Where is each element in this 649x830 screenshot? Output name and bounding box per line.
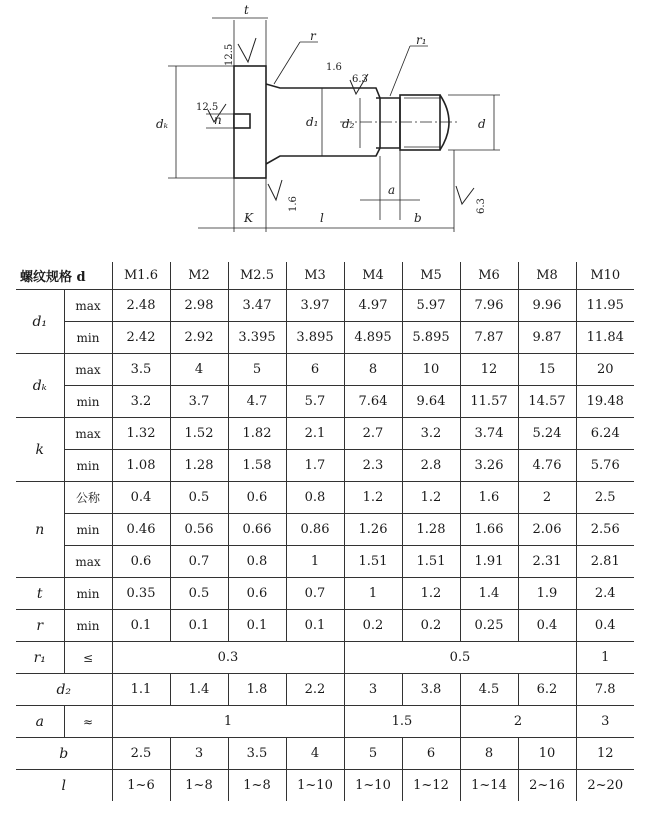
- value-cell: 2.48: [112, 290, 170, 322]
- value-cell: 0.8: [286, 482, 344, 514]
- value-cell: 3.2: [402, 418, 460, 450]
- value-cell: 5.76: [576, 450, 634, 482]
- param-label: d₂: [16, 674, 112, 706]
- value-cell: 1.58: [228, 450, 286, 482]
- value-cell: 2.5: [112, 738, 170, 770]
- value-cell: 2.42: [112, 322, 170, 354]
- value-cell: 5.24: [518, 418, 576, 450]
- value-cell: 10: [518, 738, 576, 770]
- value-cell: 0.8: [228, 546, 286, 578]
- screw-drawing: [0, 0, 649, 262]
- value-cell: 0.7: [170, 546, 228, 578]
- value-cell: 2~20: [576, 770, 634, 802]
- value-cell: 0.1: [228, 610, 286, 642]
- value-cell: 3.5: [228, 738, 286, 770]
- value-cell: 0.1: [170, 610, 228, 642]
- sub-label: min: [64, 514, 112, 546]
- value-cell: 7.64: [344, 386, 402, 418]
- value-cell: 9.87: [518, 322, 576, 354]
- size-header: M6: [460, 262, 518, 290]
- value-cell: 3.395: [228, 322, 286, 354]
- label-s6: 6.3: [476, 198, 487, 214]
- table-row: [16, 674, 634, 706]
- value-cell: 3.47: [228, 290, 286, 322]
- sub-label: max: [64, 354, 112, 386]
- value-cell: 5: [344, 738, 402, 770]
- sub-label: min: [64, 386, 112, 418]
- value-cell: 0.7: [286, 578, 344, 610]
- value-cell: 2.5: [576, 482, 634, 514]
- param-label: a: [16, 706, 64, 738]
- value-cell: 0.1: [286, 610, 344, 642]
- value-cell: 1.4: [170, 674, 228, 706]
- value-cell: 4.97: [344, 290, 402, 322]
- value-cell: 1.08: [112, 450, 170, 482]
- value-cell: 1: [286, 546, 344, 578]
- value-cell: 1.2: [344, 482, 402, 514]
- sub-label: ≤: [64, 642, 112, 674]
- value-cell: 2.8: [402, 450, 460, 482]
- sub-label: max: [64, 418, 112, 450]
- value-cell: 0.86: [286, 514, 344, 546]
- value-cell: 12: [460, 354, 518, 386]
- value-cell: 1~12: [402, 770, 460, 802]
- surface-mark-5: [456, 186, 474, 204]
- value-cell: 4.76: [518, 450, 576, 482]
- header-label: 螺纹规格 d: [16, 262, 112, 290]
- value-cell: 0.35: [112, 578, 170, 610]
- value-cell: 2.81: [576, 546, 634, 578]
- value-cell: 3.7: [170, 386, 228, 418]
- thread-body: [400, 95, 440, 150]
- value-cell: 12: [576, 738, 634, 770]
- value-cell: 0.6: [228, 482, 286, 514]
- param-label: r: [16, 610, 64, 642]
- label-r1: r₁: [416, 33, 427, 47]
- value-cell: 1.26: [344, 514, 402, 546]
- value-cell: 2.56: [576, 514, 634, 546]
- size-header: M2: [170, 262, 228, 290]
- table-row: [16, 450, 634, 482]
- size-header: M3: [286, 262, 344, 290]
- label-r: r: [310, 29, 316, 43]
- label-s2: 12.5: [196, 102, 219, 113]
- value-cell: 3.97: [286, 290, 344, 322]
- value-cell: 2~16: [518, 770, 576, 802]
- value-cell: 7.8: [576, 674, 634, 706]
- value-cell: 0.2: [344, 610, 402, 642]
- table-row: [16, 642, 634, 674]
- value-cell: 2.06: [518, 514, 576, 546]
- value-cell: 1~14: [460, 770, 518, 802]
- value-cell: 9.96: [518, 290, 576, 322]
- table-row: [16, 322, 634, 354]
- value-cell: 1~10: [286, 770, 344, 802]
- value-cell: 3.74: [460, 418, 518, 450]
- value-cell: 1.52: [170, 418, 228, 450]
- value-cell: 6: [286, 354, 344, 386]
- label-d2: d₂: [342, 117, 355, 131]
- value-cell: 0.5: [170, 482, 228, 514]
- value-cell: 10: [402, 354, 460, 386]
- sub-label: min: [64, 578, 112, 610]
- value-cell: 0.2: [402, 610, 460, 642]
- value-cell: 0.66: [228, 514, 286, 546]
- value-cell: 1.28: [170, 450, 228, 482]
- label-n: n: [214, 113, 222, 127]
- value-cell: 5: [228, 354, 286, 386]
- screw-shank: [266, 84, 380, 164]
- value-cell: 4.5: [460, 674, 518, 706]
- table-row: [16, 610, 634, 642]
- value-cell: 1.51: [344, 546, 402, 578]
- value-cell: 1~8: [170, 770, 228, 802]
- value-cell: 7.96: [460, 290, 518, 322]
- value-cell: 19.48: [576, 386, 634, 418]
- table-row: [16, 770, 634, 802]
- param-label: d₁: [16, 290, 64, 354]
- value-cell: 11.84: [576, 322, 634, 354]
- sub-label: min: [64, 610, 112, 642]
- value-cell: 0.6: [228, 578, 286, 610]
- value-cell: 11.95: [576, 290, 634, 322]
- value-cell: 5.7: [286, 386, 344, 418]
- value-cell: 6: [402, 738, 460, 770]
- value-cell: 0.5: [344, 642, 576, 674]
- param-label: b: [16, 738, 112, 770]
- size-header: M8: [518, 262, 576, 290]
- table-row: [16, 578, 634, 610]
- value-cell: 1.5: [344, 706, 460, 738]
- sub-label: 公称: [64, 482, 112, 514]
- value-cell: 4.895: [344, 322, 402, 354]
- size-header: M10: [576, 262, 634, 290]
- value-cell: 1.7: [286, 450, 344, 482]
- value-cell: 3.895: [286, 322, 344, 354]
- sub-label: max: [64, 290, 112, 322]
- value-cell: 1.32: [112, 418, 170, 450]
- value-cell: 2.2: [286, 674, 344, 706]
- param-label: n: [16, 482, 64, 578]
- value-cell: 0.4: [576, 610, 634, 642]
- value-cell: 3.26: [460, 450, 518, 482]
- value-cell: 1.2: [402, 578, 460, 610]
- param-label: t: [16, 578, 64, 610]
- value-cell: 3.2: [112, 386, 170, 418]
- table-row: [16, 386, 634, 418]
- param-label: r₁: [16, 642, 64, 674]
- value-cell: 1.82: [228, 418, 286, 450]
- param-label: k: [16, 418, 64, 482]
- value-cell: 1.9: [518, 578, 576, 610]
- value-cell: 6.2: [518, 674, 576, 706]
- label-d1: d₁: [306, 115, 319, 129]
- value-cell: 1.51: [402, 546, 460, 578]
- value-cell: 0.25: [460, 610, 518, 642]
- value-cell: 2.3: [344, 450, 402, 482]
- table-row: [16, 418, 634, 450]
- value-cell: 1.91: [460, 546, 518, 578]
- label-b: b: [414, 211, 422, 225]
- size-header: M5: [402, 262, 460, 290]
- label-s5: 1.6: [288, 196, 299, 212]
- value-cell: 1.2: [402, 482, 460, 514]
- value-cell: 8: [460, 738, 518, 770]
- value-cell: 9.64: [402, 386, 460, 418]
- head-slot: [234, 114, 250, 128]
- value-cell: 6.24: [576, 418, 634, 450]
- size-header: M1.6: [112, 262, 170, 290]
- value-cell: 4.7: [228, 386, 286, 418]
- value-cell: 0.1: [112, 610, 170, 642]
- value-cell: 1.1: [112, 674, 170, 706]
- sub-label: min: [64, 450, 112, 482]
- value-cell: 1: [344, 578, 402, 610]
- value-cell: 3: [170, 738, 228, 770]
- value-cell: 2.1: [286, 418, 344, 450]
- value-cell: 5.97: [402, 290, 460, 322]
- value-cell: 3: [576, 706, 634, 738]
- label-l: l: [320, 211, 324, 225]
- value-cell: 1~8: [228, 770, 286, 802]
- value-cell: 20: [576, 354, 634, 386]
- spec-table: [16, 262, 634, 801]
- value-cell: 11.57: [460, 386, 518, 418]
- value-cell: 1~6: [112, 770, 170, 802]
- size-header: M2.5: [228, 262, 286, 290]
- label-K: K: [244, 211, 253, 225]
- value-cell: 0.4: [112, 482, 170, 514]
- table-row: [16, 546, 634, 578]
- value-cell: 15: [518, 354, 576, 386]
- thread-end: [440, 95, 449, 150]
- table-row: [16, 354, 634, 386]
- table-row: [16, 706, 634, 738]
- size-header: M4: [344, 262, 402, 290]
- label-t: t: [244, 3, 249, 17]
- param-label: dₖ: [16, 354, 64, 418]
- value-cell: 1.28: [402, 514, 460, 546]
- surface-mark-4: [268, 180, 282, 200]
- value-cell: 14.57: [518, 386, 576, 418]
- table-row: [16, 514, 634, 546]
- value-cell: 1.6: [460, 482, 518, 514]
- value-cell: 1.4: [460, 578, 518, 610]
- value-cell: 0.5: [170, 578, 228, 610]
- label-s3: 1.6: [326, 62, 342, 73]
- table-row: [16, 290, 634, 322]
- value-cell: 0.46: [112, 514, 170, 546]
- value-cell: 3: [344, 674, 402, 706]
- label-d: d: [478, 117, 486, 131]
- value-cell: 2.31: [518, 546, 576, 578]
- value-cell: 8: [344, 354, 402, 386]
- value-cell: 0.56: [170, 514, 228, 546]
- value-cell: 4: [286, 738, 344, 770]
- value-cell: 7.87: [460, 322, 518, 354]
- table-row: [16, 738, 634, 770]
- sub-label: max: [64, 546, 112, 578]
- value-cell: 0.3: [112, 642, 344, 674]
- value-cell: 5.895: [402, 322, 460, 354]
- value-cell: 1.8: [228, 674, 286, 706]
- value-cell: 1: [112, 706, 344, 738]
- value-cell: 2.7: [344, 418, 402, 450]
- surface-mark-1: [238, 38, 256, 62]
- value-cell: 0.6: [112, 546, 170, 578]
- sub-label: ≈: [64, 706, 112, 738]
- value-cell: 2.4: [576, 578, 634, 610]
- value-cell: 0.4: [518, 610, 576, 642]
- value-cell: 3.5: [112, 354, 170, 386]
- param-label: l: [16, 770, 112, 802]
- value-cell: 2: [518, 482, 576, 514]
- value-cell: 1~10: [344, 770, 402, 802]
- value-cell: 1: [576, 642, 634, 674]
- label-dK: dₖ: [156, 117, 169, 131]
- header-row: [16, 262, 634, 290]
- label-s4: 6.3: [352, 74, 368, 85]
- sub-label: min: [64, 322, 112, 354]
- value-cell: 4: [170, 354, 228, 386]
- label-a: a: [388, 183, 396, 197]
- value-cell: 1.66: [460, 514, 518, 546]
- value-cell: 2.98: [170, 290, 228, 322]
- table-row: [16, 482, 634, 514]
- label-s1: 12.5: [224, 43, 235, 66]
- value-cell: 2: [460, 706, 576, 738]
- value-cell: 3.8: [402, 674, 460, 706]
- value-cell: 2.92: [170, 322, 228, 354]
